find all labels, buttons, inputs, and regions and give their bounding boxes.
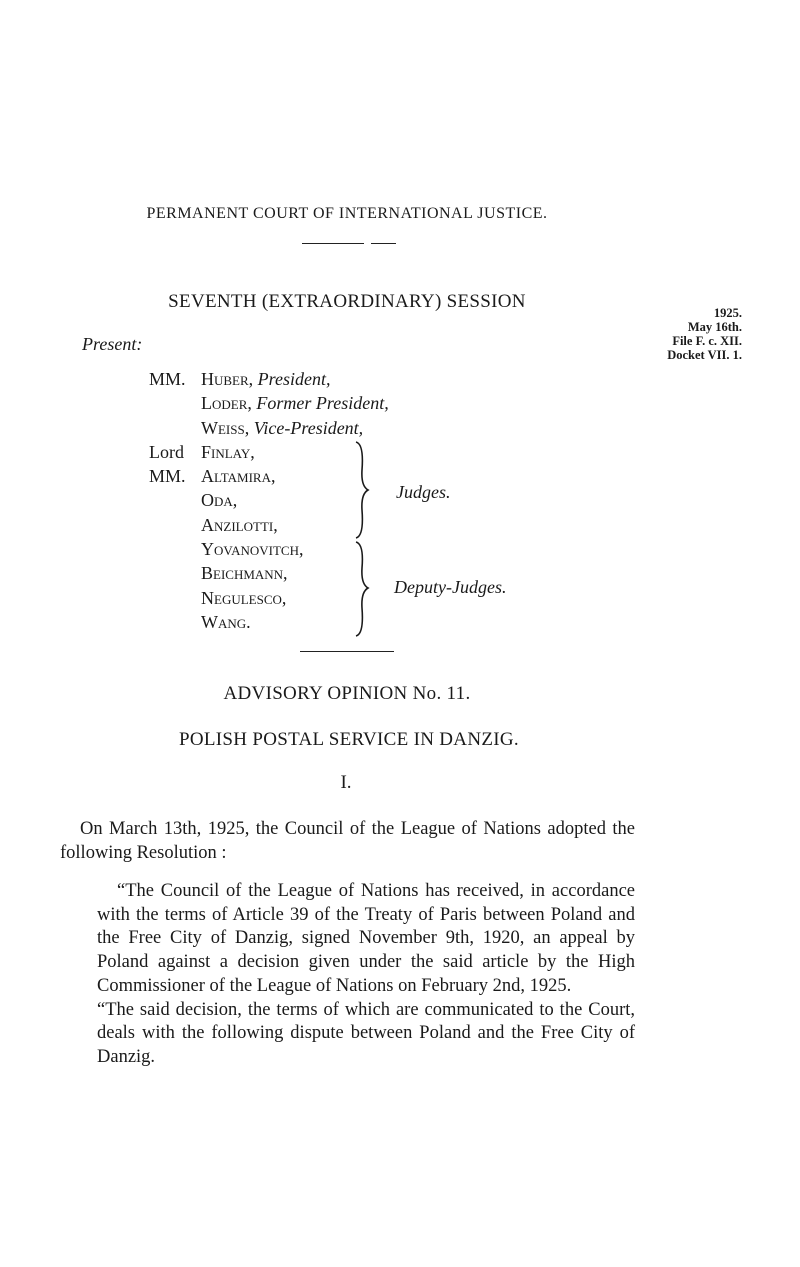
judges-label: Judges. xyxy=(396,482,451,502)
opinion-title: ADVISORY OPINION No. 11. xyxy=(223,683,471,704)
intro-paragraph: On March 13th, 1925, the Council of the League of Nations adopted the following Resolution : xyxy=(60,819,635,863)
margin-note xyxy=(622,306,742,362)
margin-note-docket: Docket VII. 1. xyxy=(667,348,742,362)
present-label: Present: xyxy=(82,334,143,354)
roster-prefix: MM. xyxy=(149,369,186,389)
judge-name: Weiss, xyxy=(201,417,250,438)
subject-heading: POLISH POSTAL SERVICE IN DANZIG. xyxy=(179,729,519,750)
judge-role: Vice-President, xyxy=(253,417,364,438)
roster-prefix: Lord xyxy=(149,441,184,462)
section-number: I. xyxy=(340,772,352,793)
roster-prefix xyxy=(149,416,201,440)
deputy-judges-label: Deputy-Judges. xyxy=(394,577,507,597)
judge-name: Huber, xyxy=(201,369,254,389)
quote-paragraph: “The said decision, the terms of which are communicated to the Court, deals with the following dispute between Poland and the Free City of Danzig. xyxy=(97,999,635,1067)
judge-name: Beichmann, xyxy=(201,563,288,584)
judges-brace xyxy=(350,440,370,540)
judge-name: Loder, xyxy=(201,393,252,414)
session-title: SEVENTH (EXTRAORDINARY) SESSION xyxy=(168,291,526,312)
title-divider-short xyxy=(371,243,396,244)
roster-prefix xyxy=(149,610,201,634)
judge-name: Altamira, xyxy=(201,466,276,487)
title-divider-long xyxy=(302,243,364,244)
roster-row xyxy=(149,391,389,415)
court-title: PERMANENT COURT OF INTERNATIONAL JUSTICE. xyxy=(146,205,548,222)
margin-note-file: File F. c. XII. xyxy=(672,334,742,348)
roster-row xyxy=(149,367,389,391)
roster-divider xyxy=(300,651,394,652)
quote-paragraph: “The Council of the League of Nations has received, in accordance with the terms of Article 39 of the Treaty of Paris between Poland and the Free City of Danzig, signed November 9th, 1920, an appeal by Poland against a decision given under the said article by the High Commissioner of the League of Nations on February 2nd, 1925. xyxy=(97,881,635,996)
judge-name: Wang. xyxy=(201,611,251,632)
judge-name: Anzilotti, xyxy=(201,514,278,535)
roster-prefix xyxy=(149,513,201,537)
roster-prefix: MM. xyxy=(149,466,186,487)
roster-prefix xyxy=(149,537,201,561)
resolution-quote xyxy=(97,880,635,1070)
judge-name: Negulesco, xyxy=(201,587,287,608)
judge-name: Yovanovitch, xyxy=(201,539,304,560)
judge-name: Oda, xyxy=(201,490,238,511)
roster-prefix xyxy=(149,561,201,585)
roster-row xyxy=(149,416,389,440)
roster-prefix xyxy=(149,391,201,415)
margin-note-date: May 16th. xyxy=(687,320,742,334)
margin-note-year: 1925. xyxy=(713,306,742,320)
roster-prefix xyxy=(149,488,201,512)
deputy-judges-brace xyxy=(350,540,370,638)
roster-prefix xyxy=(149,586,201,610)
judge-name: Finlay, xyxy=(201,441,255,462)
judge-role: President, xyxy=(257,369,331,389)
judge-role: Former President, xyxy=(256,393,389,414)
